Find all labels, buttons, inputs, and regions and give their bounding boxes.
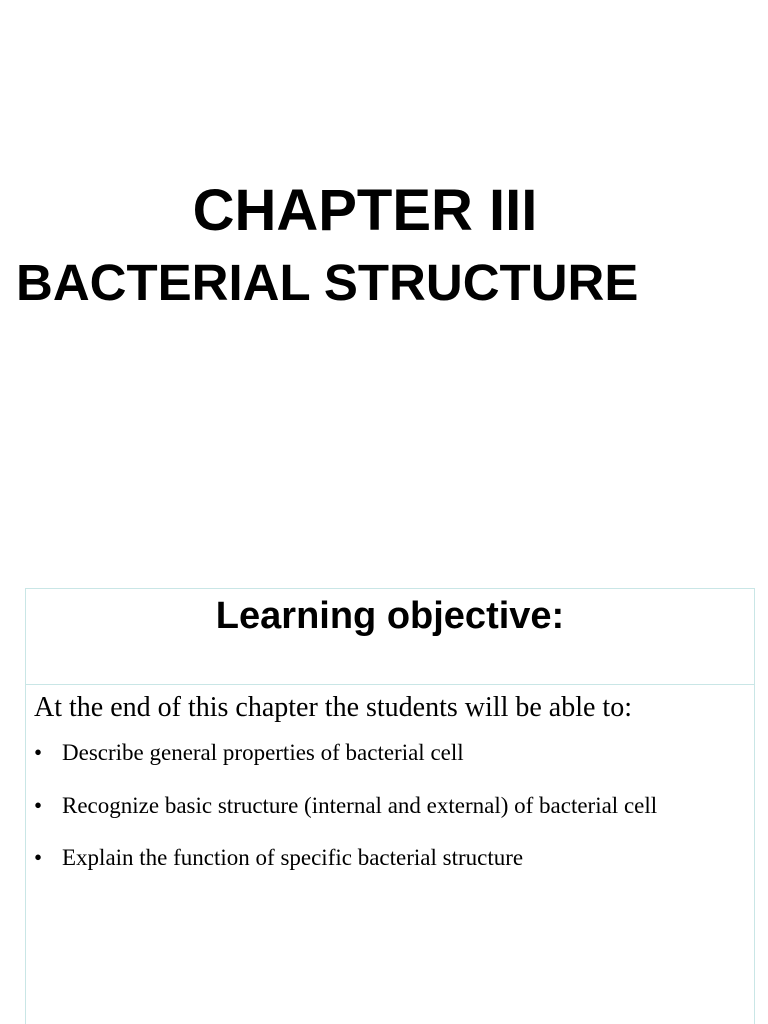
bullet-icon: • xyxy=(34,740,43,765)
objective-intro: At the end of this chapter the students will be able to: xyxy=(34,692,632,723)
learning-objective-table xyxy=(25,588,755,1024)
objective-item-text: Explain the function of specific bacterial structure xyxy=(62,845,524,870)
objective-item xyxy=(34,792,754,820)
objective-item xyxy=(34,739,754,767)
learning-objective-heading: Learning objective: xyxy=(26,589,754,685)
objective-item-text: Recognize basic structure (internal and external) of bacterial cell xyxy=(62,792,658,818)
objective-list xyxy=(34,739,754,872)
chapter-subtitle: BACTERIAL STRUCTURE xyxy=(16,254,639,311)
bullet-icon: • xyxy=(34,845,43,870)
bullet-icon: • xyxy=(34,792,43,818)
learning-objective-body xyxy=(26,685,754,872)
objective-item xyxy=(34,844,754,872)
chapter-title: CHAPTER III xyxy=(192,178,538,243)
objective-item-text: Describe general properties of bacterial cell xyxy=(62,740,464,765)
